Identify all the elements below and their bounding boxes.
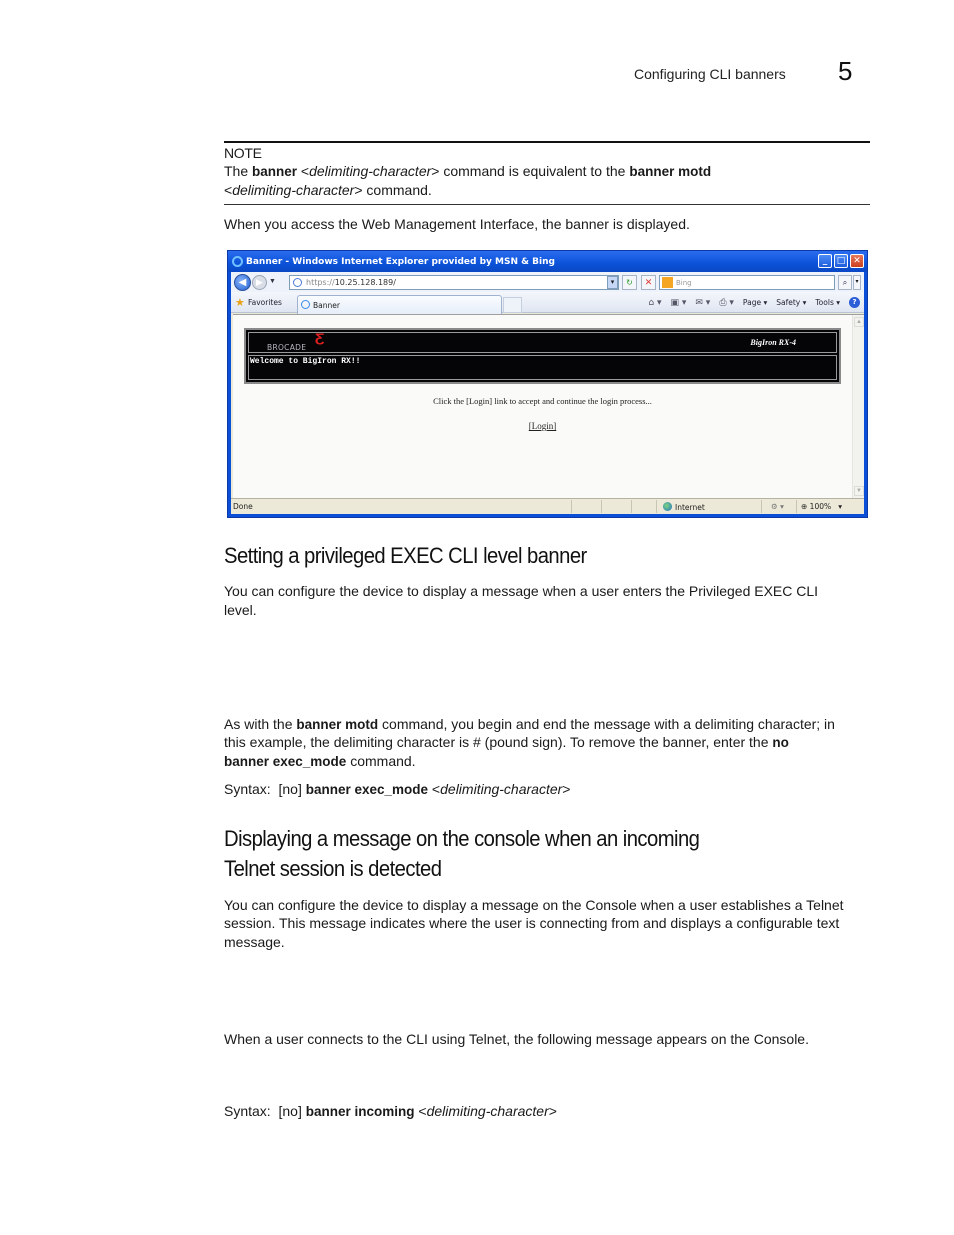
globe-icon <box>663 502 672 511</box>
syntax-optional-keyword: no <box>282 781 298 797</box>
section1-para2-line2 <box>224 733 870 753</box>
address-bar[interactable] <box>289 275 619 290</box>
search-input[interactable] <box>659 275 835 290</box>
stop-icon[interactable]: ✕ <box>641 275 656 290</box>
address-row <box>231 272 864 292</box>
page-icon <box>293 278 302 287</box>
history-dropdown-icon[interactable]: ▼ <box>269 278 276 285</box>
text: > <box>548 1103 557 1119</box>
favorites-star-icon[interactable]: ★ <box>235 297 245 309</box>
text: > command is equivalent to the <box>431 163 630 179</box>
banner-welcome-text: Welcome to BigIron RX!! <box>250 357 361 366</box>
page-viewport <box>233 314 864 498</box>
vertical-scrollbar[interactable] <box>852 315 864 498</box>
mail-icon[interactable]: ✉ ▾ <box>695 297 711 308</box>
tab-label: Banner <box>313 301 340 310</box>
command-bar <box>648 297 860 308</box>
tools-menu[interactable]: Tools ▾ <box>815 298 840 307</box>
text: < <box>297 163 310 179</box>
refresh-icon[interactable]: ↻ <box>622 275 637 290</box>
favorites-button[interactable]: Favorites <box>248 298 282 307</box>
back-button[interactable]: ◀ <box>234 274 251 291</box>
status-divider <box>761 500 762 513</box>
command-keyword: no <box>772 735 789 750</box>
section2-para1-line1: You can configure the device to display a message on the Console when a user establishes a Telnet <box>224 897 844 913</box>
security-zone <box>663 502 705 512</box>
section1-para1-line1: You can configure the device to display a message when a user enters the Privileged EXEC CLI <box>224 583 819 599</box>
text: < <box>428 781 441 797</box>
note-text-line-1 <box>224 162 711 181</box>
status-divider <box>571 500 572 513</box>
command-keyword: banner exec_mode <box>224 754 347 769</box>
status-text: Done <box>233 502 253 511</box>
text: > <box>562 781 571 797</box>
help-icon[interactable]: ? <box>849 297 860 308</box>
new-tab-button[interactable] <box>503 297 522 313</box>
url-host: 10.25.128.189/ <box>334 278 396 287</box>
scroll-up-icon[interactable]: ▲ <box>854 317 864 327</box>
status-divider <box>631 500 632 513</box>
text: ] <box>297 1103 306 1119</box>
tab-ie-icon <box>301 300 310 309</box>
search-options-icon[interactable]: ▾ <box>853 275 861 290</box>
tab-banner[interactable] <box>297 295 502 314</box>
chapter-number: 5 <box>838 56 853 86</box>
parameter: delimiting-character <box>440 781 563 797</box>
status-divider <box>796 500 797 513</box>
command-keyword: banner incoming <box>305 1104 415 1119</box>
status-divider <box>601 500 602 513</box>
command-keyword: banner motd <box>296 717 379 732</box>
device-model: BigIron RX-4 <box>750 338 796 347</box>
brocade-banner <box>244 328 841 384</box>
running-header-title: Configuring CLI banners <box>634 66 786 82</box>
page-menu[interactable]: Page ▾ <box>742 298 768 307</box>
section1-para2-line1 <box>224 715 870 735</box>
bing-logo-icon <box>662 277 673 288</box>
login-link[interactable]: [Login] <box>528 421 557 431</box>
url-scheme: https:// <box>306 278 335 287</box>
command-keyword: banner exec_mode <box>305 782 429 797</box>
section-heading-privileged-exec: Setting a privileged EXEC CLI level banner <box>224 543 587 568</box>
login-instruction: Click the [Login] link to accept and continue the login process... <box>433 396 652 406</box>
address-dropdown-icon[interactable]: ▾ <box>607 276 618 289</box>
text: [ <box>270 1103 283 1119</box>
syntax-exec-mode <box>224 780 870 800</box>
note-top-rule <box>224 141 870 143</box>
parameter: delimiting-character <box>309 163 432 179</box>
scroll-down-icon[interactable]: ▼ <box>854 486 864 496</box>
note-text-line-2 <box>224 181 432 200</box>
syntax-label: Syntax: <box>224 1103 271 1119</box>
text: < <box>414 1103 427 1119</box>
zoom-value: 100% <box>809 502 832 511</box>
syntax-incoming <box>224 1102 870 1122</box>
text: command, you begin and end the message with a delimiting character; in <box>378 716 835 732</box>
section2-para1-line2: session. This message indicates where the user is connecting from and displays a configurable text <box>224 915 840 931</box>
brocade-brand: BROCADE <box>267 343 307 352</box>
text: > command. <box>354 182 432 198</box>
status-bar <box>231 498 864 514</box>
text: The <box>224 163 253 179</box>
protected-mode-icon[interactable]: ⚙ ▾ <box>771 502 784 511</box>
window-title: Banner - Windows Internet Explorer provided by MSN & Bing <box>246 257 555 267</box>
safety-menu[interactable]: Safety ▾ <box>776 298 807 307</box>
search-icon[interactable]: ⌕ <box>838 275 852 290</box>
home-icon[interactable]: ⌂ ▾ <box>648 297 662 308</box>
syntax-optional-keyword: no <box>282 1103 298 1119</box>
text: command. <box>346 753 416 769</box>
browser-chrome <box>231 272 864 514</box>
window-titlebar <box>228 251 867 272</box>
text: < <box>224 182 233 198</box>
minimize-button[interactable]: _ <box>818 254 832 268</box>
forward-button[interactable]: ▶ <box>252 275 267 290</box>
section-heading-telnet-line2: Telnet session is detected <box>224 856 442 881</box>
parameter: delimiting-character <box>426 1103 549 1119</box>
section2-para2: When a user connects to the CLI using Telnet, the following message appears on the Console. <box>224 1031 809 1047</box>
section1-para2-line3 <box>224 752 870 772</box>
window-buttons <box>818 254 864 268</box>
section-heading-telnet-line1: Displaying a message on the console when an incoming <box>224 826 700 851</box>
intro-paragraph: When you access the Web Management Interface, the banner is displayed. <box>224 216 690 232</box>
command-keyword: banner <box>252 164 298 179</box>
banner-header <box>248 332 837 353</box>
browser-screenshot <box>227 250 868 518</box>
favorites-bar <box>231 292 864 313</box>
text: this example, the delimiting character is # (pound sign). To remove the banner, enter the <box>224 734 773 750</box>
print-icon[interactable]: ⎙ ▾ <box>719 297 734 308</box>
ie-logo-icon <box>232 256 243 267</box>
text: ] <box>297 781 306 797</box>
status-divider <box>656 500 657 513</box>
section1-para1-line2: level. <box>224 602 257 618</box>
banner-message-area <box>248 355 837 380</box>
note-bottom-rule <box>224 204 870 205</box>
feeds-icon[interactable]: ▣ ▾ <box>670 297 687 308</box>
close-button[interactable]: ✕ <box>850 254 864 268</box>
parameter: delimiting-character <box>232 182 355 198</box>
note-label: NOTE <box>224 145 262 161</box>
brocade-logo-icon: Ƹ <box>314 331 325 345</box>
search-placeholder: Bing <box>676 279 692 287</box>
syntax-label: Syntax: <box>224 781 271 797</box>
section2-para1-line3: message. <box>224 934 285 950</box>
maximize-button[interactable]: □ <box>834 254 848 268</box>
text: [ <box>270 781 283 797</box>
zoom-level[interactable]: ⊕ 100% ▾ <box>801 502 843 511</box>
command-keyword: banner motd <box>629 164 712 179</box>
zone-label: Internet <box>675 503 705 512</box>
text: As with the <box>224 716 297 732</box>
